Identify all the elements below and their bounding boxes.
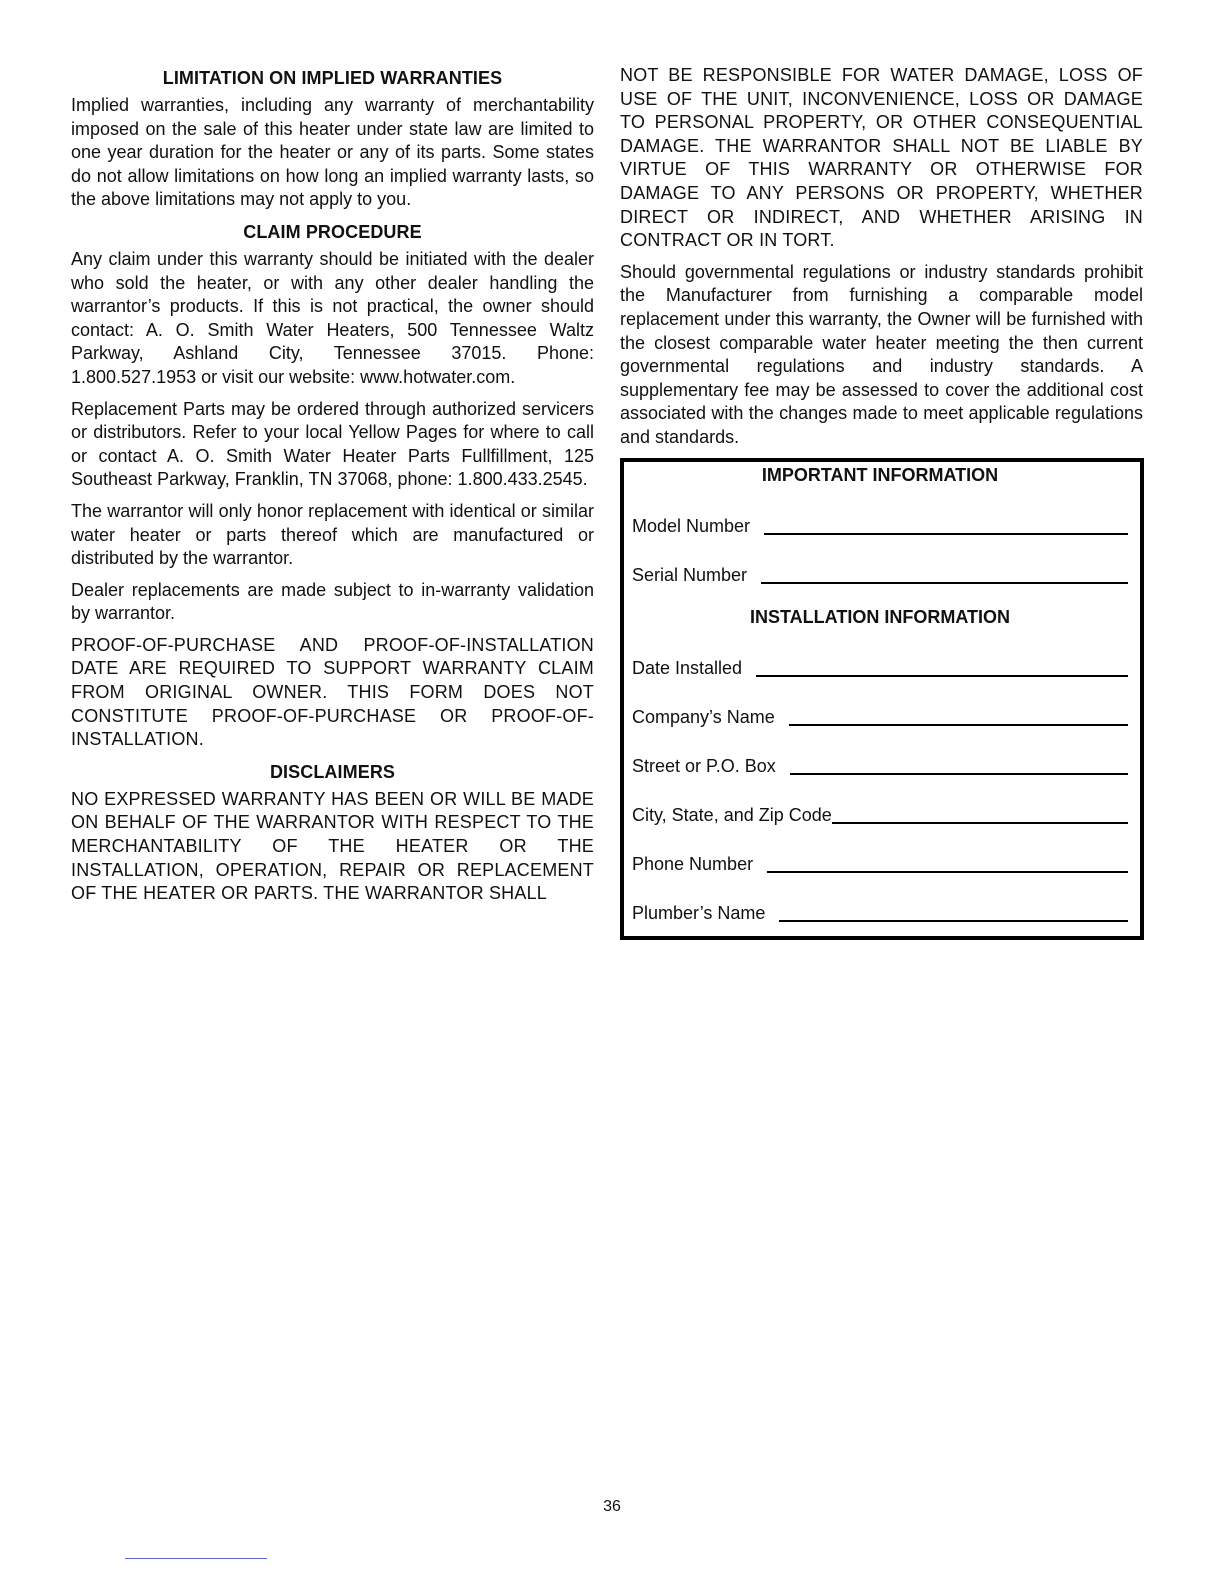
model-number-field [632,488,1128,537]
replacement-parts-paragraph: Replacement Parts may be ordered through authorized servicers or distributors. Refer to your local Yellow Pages for where to call or contact A. O. Smith Water Heater Parts Fullfillment, 125 Southeast Parkway, Franklin, TN 37068, phone: 1.800.433.2545. [71,398,594,490]
dealer-replacements-paragraph: Dealer replacements are made subject to in-warranty validation by warrantor. [71,579,594,624]
plumber-name-blank[interactable] [779,920,1128,922]
company-name-blank[interactable] [789,724,1128,726]
important-information-box [620,458,1144,940]
date-installed-label: Date Installed [632,657,743,678]
important-information-heading: IMPORTANT INFORMATION [761,464,999,485]
disclaimers-continued-paragraph: NOT BE RESPONSIBLE FOR WATER DAMAGE, LOSS OF USE OF THE UNIT, INCONVENIENCE, LOSS OR DAMAGE TO PERSONAL PROPERTY, OR OTHER CONSEQUENTIAL DAMAGE. THE WARRANTOR SHALL NOT BE LIABLE BY VIRTUE OF THIS WARRANTY OR OTHERWISE FOR DAMAGE TO ANY PERSONS OR PROPERTY, WHETHER DIRECT OR INDIRECT, AND WHETHER ARISING IN CONTRACT OR IN TORT. [620,65,1143,251]
left-column [71,64,594,914]
company-name-field [632,679,1128,728]
city-state-zip-field [632,777,1128,826]
model-number-blank[interactable] [764,533,1128,535]
disclaimers-heading: DISCLAIMERS [269,761,396,782]
limitation-paragraph: Implied warranties, including any warranty of merchantability imposed on the sale of this heater under state law are limited to one year duration for the heater or any of its parts. Some states do not allow limitations on how long an implied warranty lasts, so the above limitations may not apply to you. [71,95,594,210]
proof-of-purchase-paragraph: PROOF-OF-PURCHASE AND PROOF-OF-INSTALLATION DATE ARE REQUIRED TO SUPPORT WARRANTY CLAIM FROM ORIGINAL OWNER. THIS FORM DOES NOT CONSTITUTE PROOF-OF-PURCHASE OR PROOF-OF-INSTALLATION. [71,634,594,750]
claim-paragraph: Any claim under this warranty should be initiated with the dealer who sold the heater, or with any other dealer handling the warrantor’s products. If this is not practical, the owner should contact: A. O. Smith Water Heaters, 500 Tennessee Waltz Parkway, Ashland City, Tennessee 37015. Phone: 1.800.527.1953 or visit our website: www.hotwater.com. [71,248,594,387]
serial-number-blank[interactable] [761,582,1128,584]
right-column [620,64,1143,940]
city-state-zip-label: City, State, and Zip Code [632,804,832,825]
installation-information-heading: INSTALLATION INFORMATION [750,606,1010,627]
street-label: Street or P.O. Box [632,755,776,776]
governmental-regulations-paragraph: Should governmental regulations or industry standards prohibit the Manufacturer from furnishing a comparable model replacement under this warranty, the Owner will be furnished with the closest comparable water heater meeting the then current governmental regulations and industry standards. A supplementary fee may be assessed to cover the additional cost associated with the changes made to meet applicable regulations and standards. [620,261,1143,447]
phone-number-label: Phone Number [632,853,754,874]
street-field [632,728,1128,777]
plumber-name-field [632,875,1128,924]
claim-procedure-heading: CLAIM PROCEDURE [243,221,422,242]
page-number: 36 [603,1498,621,1515]
model-number-label: Model Number [632,515,751,536]
serial-number-field [632,537,1128,586]
limitation-heading: LIMITATION ON IMPLIED WARRANTIES [162,68,503,88]
date-installed-field [632,630,1128,679]
phone-number-blank[interactable] [767,871,1128,873]
company-name-label: Company’s Name [632,706,775,727]
plumber-name-label: Plumber’s Name [632,902,766,923]
footer-rule [125,1558,267,1559]
disclaimers-paragraph: NO EXPRESSED WARRANTY HAS BEEN OR WILL BE MADE ON BEHALF OF THE WARRANTOR WITH RESPECT TO THE MERCHANTABILITY OF THE HEATER OR THE INSTALLATION, OPERATION, REPAIR OR REPLACEMENT OF THE HEATER OR PARTS. THE WARRANTOR SHALL [71,788,594,904]
street-blank[interactable] [790,773,1128,775]
city-state-zip-blank[interactable] [832,822,1128,824]
warrantor-honor-paragraph: The warrantor will only honor replacement with identical or similar water heater or parts thereof which are manufactured or distributed by the warrantor. [71,500,594,569]
date-installed-blank[interactable] [756,675,1128,677]
phone-number-field [632,826,1128,875]
serial-number-label: Serial Number [632,564,748,585]
